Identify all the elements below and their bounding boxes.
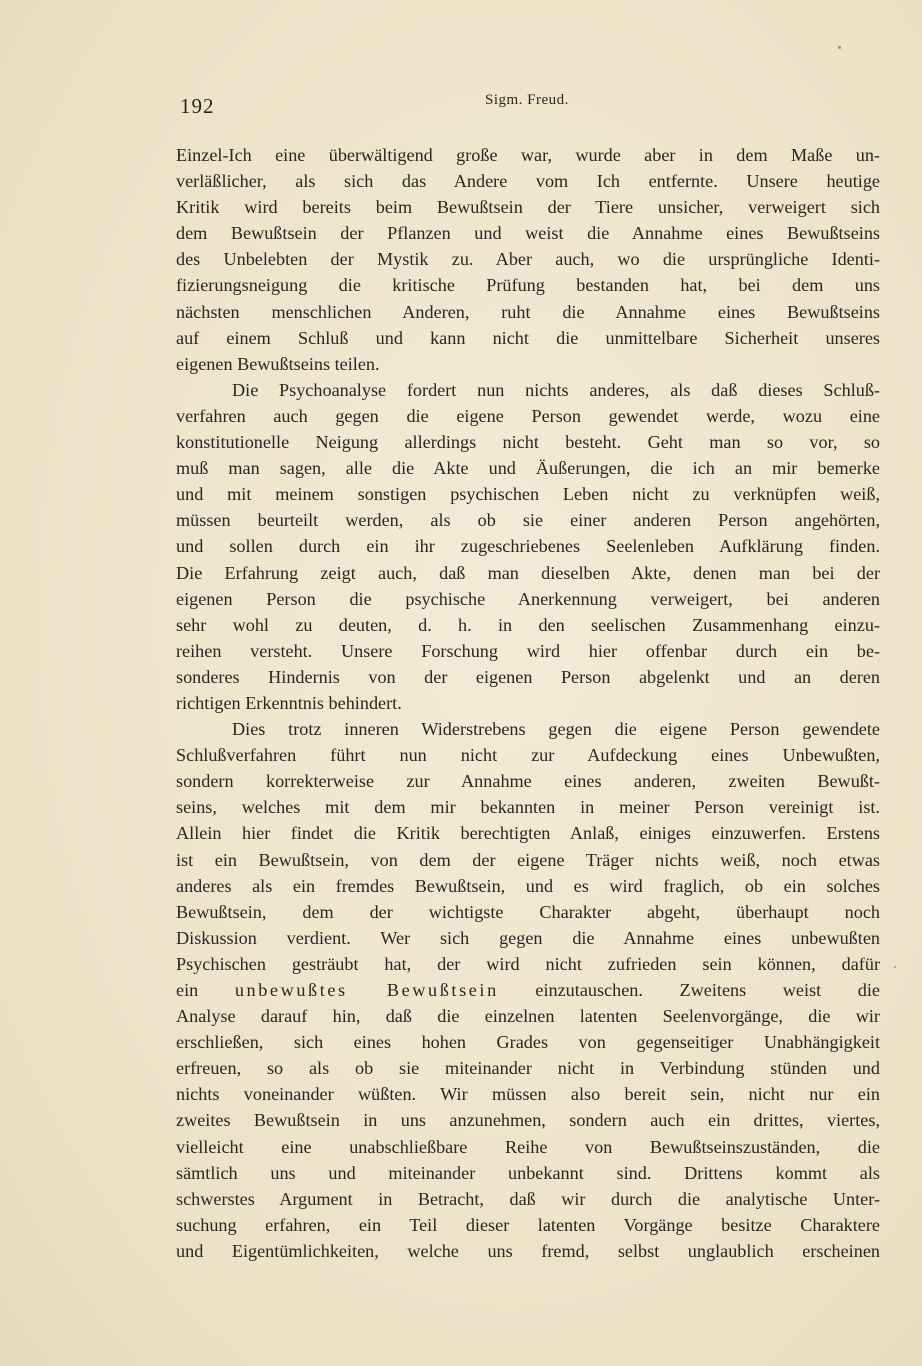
text-line: müssen beurteilt werden, als ob sie einer anderen Person angehörten,: [176, 510, 880, 531]
text-line: Die Psychoanalyse fordert nun nichts anderes, als daß dieses Schluß-: [232, 379, 880, 400]
text-line: Kritik wird bereits beim Bewußtsein der Tiere unsicher, verweigert sich: [176, 197, 880, 218]
text-line: Analyse darauf hin, daß die einzelnen latenten Seelenvorgänge, die wir: [176, 1006, 880, 1027]
text-line: zweites Bewußtsein in uns anzunehmen, sondern auch ein drittes, viertes,: [176, 1110, 880, 1131]
text-line: anderes als ein fremdes Bewußtsein, und es wird fraglich, ob ein solches: [176, 875, 880, 896]
text-line: sondern korrekterweise zur Annahme eines anderen, zweiten Bewußt-: [176, 771, 880, 792]
text-line: erfreuen, so als ob sie miteinander nicht in Verbindung stünden und: [176, 1058, 880, 1079]
text-line: erschließen, sich eines hohen Grades von gegenseitiger Unabhängigkeit: [176, 1032, 880, 1053]
text-line: und Eigentümlichkeiten, welche uns fremd, selbst unglaublich erscheinen: [176, 1240, 880, 1261]
text-line: sämtlich uns und miteinander unbekannt sind. Drittens kommt als: [176, 1162, 880, 1183]
text-line: verfahren auch gegen die eigene Person gewendet werde, wozu eine: [176, 405, 880, 426]
text-line: konstitutionelle Neigung allerdings nicht besteht. Geht man so vor, so: [176, 432, 880, 453]
running-head-author: Sigm. Freud.: [485, 92, 569, 108]
text-line: reihen versteht. Unsere Forschung wird hier offenbar durch ein be-: [176, 640, 880, 661]
text-line: verläßlicher, als sich das Andere vom Ich entfernte. Unsere heutige: [176, 171, 880, 192]
text-segment: ein: [176, 980, 235, 1000]
text-line: auf einem Schluß und kann nicht die unmittelbare Sicherheit unseres: [176, 327, 880, 348]
text-line: [176, 977, 880, 1003]
text-line: suchung erfahren, ein Teil dieser latenten Vorgänge besitze Charaktere: [176, 1214, 880, 1235]
text-line: sehr wohl zu deuten, d. h. in den seelischen Zusammenhang einzu-: [176, 614, 880, 635]
body-text: [176, 142, 880, 1264]
text-line: eigenen Bewußtseins teilen.: [176, 353, 380, 374]
text-line: Bewußtsein, dem der wichtigste Charakter abgeht, überhaupt noch: [176, 901, 880, 922]
text-line: seins, welches mit dem mir bekannten in meiner Person vereinigt ist.: [176, 797, 880, 818]
paper-speck: [838, 46, 841, 49]
emphasis-spaced-text: unbewußtes Bewußtsein: [234, 980, 499, 1000]
text-line: Allein hier findet die Kritik berechtigten Anlaß, einiges einzuwerfen. Erstens: [176, 823, 880, 844]
text-line: des Unbelebten der Mystik zu. Aber auch, wo die ursprüngliche Identi-: [176, 249, 880, 270]
text-line: richtigen Erkenntnis behindert.: [176, 692, 402, 713]
text-line: muß man sagen, alle die Akte und Äußerungen, die ich an mir bemerke: [176, 458, 880, 479]
text-line: Einzel-Ich eine überwältigend große war, wurde aber in dem Maße un-: [176, 145, 880, 165]
text-line: und sollen durch ein ihr zugeschriebenes Seelenleben Aufklärung finden.: [176, 536, 880, 557]
paper-speck: [894, 966, 896, 968]
text-line: eigenen Person die psychische Anerkennung verweigert, bei anderen: [176, 588, 880, 609]
text-line: nächsten menschlichen Anderen, ruht die Annahme eines Bewußtseins: [176, 301, 880, 322]
running-head: [178, 92, 878, 122]
text-line: ist ein Bewußtsein, von dem der eigene Träger nichts weiß, noch etwas: [176, 849, 880, 870]
text-line: schwerstes Argument in Betracht, daß wir durch die analytische Unter-: [176, 1188, 880, 1209]
text-line: fizierungsneigung die kritische Prüfung bestanden hat, bei dem uns: [176, 275, 880, 296]
text-line: dem Bewußtsein der Pflanzen und weist die Annahme eines Bewußtseins: [176, 223, 880, 244]
text-line: Schlußverfahren führt nun nicht zur Aufdeckung eines Unbewußten,: [176, 745, 880, 766]
text-line: sonderes Hindernis von der eigenen Person abgelenkt und an deren: [176, 666, 880, 687]
text-line: Psychischen gesträubt hat, der wird nicht zufrieden sein können, dafür: [176, 953, 880, 974]
text-line: Die Erfahrung zeigt auch, daß man dieselben Akte, denen man bei der: [176, 562, 880, 583]
page-number: 192: [180, 94, 215, 118]
text-segment: einzutauschen. Zweitens weist die: [498, 980, 880, 1000]
text-line: und mit meinem sonstigen psychischen Leben nicht zu verknüpfen weiß,: [176, 484, 880, 505]
text-line: Dies trotz inneren Widerstrebens gegen die eigene Person gewendete: [232, 719, 880, 740]
text-line: Diskussion verdient. Wer sich gegen die Annahme eines unbewußten: [176, 927, 880, 948]
text-line: vielleicht eine unabschließbare Reihe von Bewußtseinszuständen, die: [176, 1136, 880, 1157]
text-line: nichts voneinander wüßten. Wir müssen also bereit sein, nicht nur ein: [176, 1084, 880, 1105]
